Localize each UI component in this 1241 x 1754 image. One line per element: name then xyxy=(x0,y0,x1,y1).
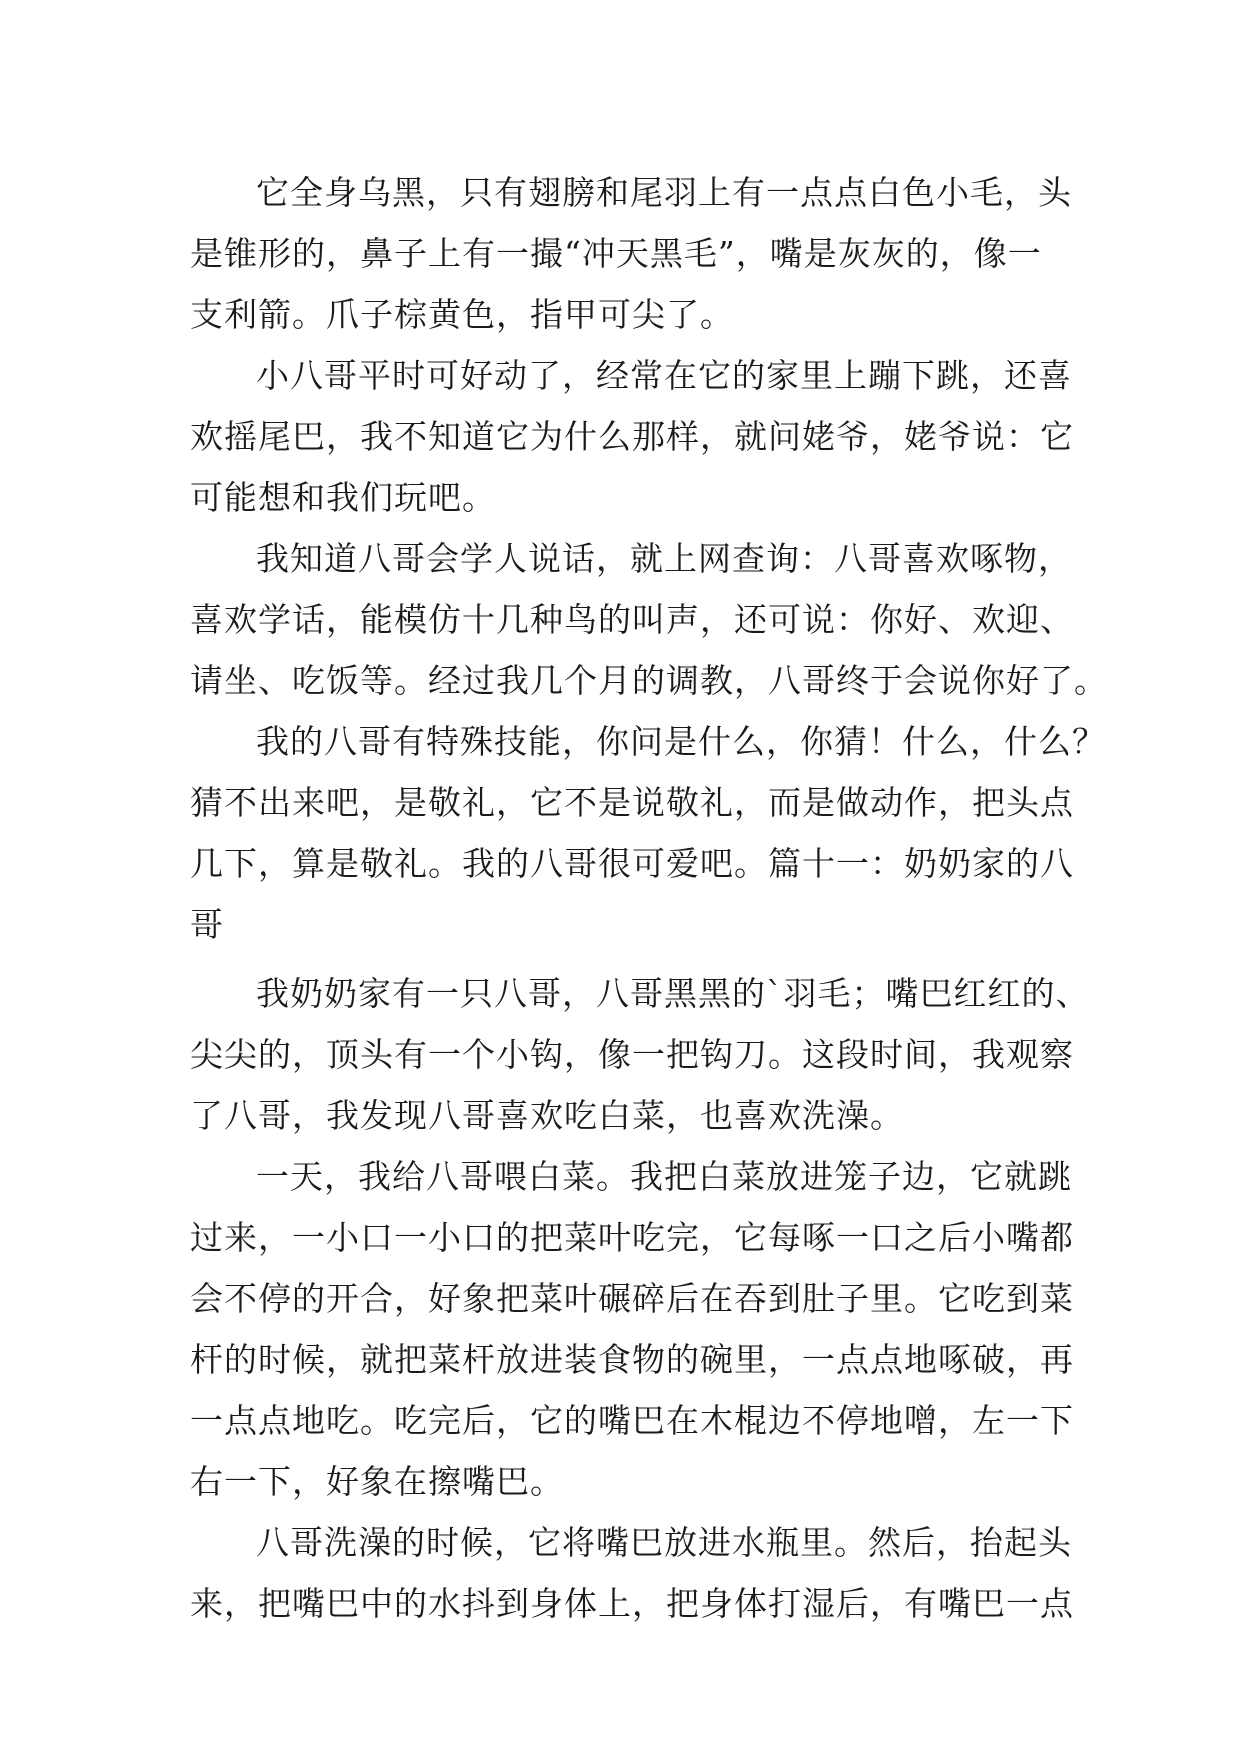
paragraph-7 xyxy=(190,1512,1074,1634)
text-line: 它全身乌黑，只有翅膀和尾羽上有一点点白色小毛，头 xyxy=(256,173,1072,212)
text-line: 来，把嘴巴中的水抖到身体上，把身体打湿后，有嘴巴一点 xyxy=(190,1584,1074,1623)
paragraph-2 xyxy=(190,345,1074,528)
text-line: 我奶奶家有一只八哥，八哥黑黑的`羽毛；嘴巴红红的、 xyxy=(256,974,1090,1013)
text-line: 一点点地吃。吃完后，它的嘴巴在木棍边不停地噌，左一下 xyxy=(190,1401,1074,1440)
text-line: 八哥洗澡的时候，它将嘴巴放进水瓶里。然后，抬起头 xyxy=(256,1523,1072,1562)
text-line: 右一下，好象在擦嘴巴。 xyxy=(190,1462,564,1501)
text-line: 我知道八哥会学人说话，就上网查询：八哥喜欢啄物， xyxy=(256,539,1072,578)
text-line: 请坐、吃饭等。经过我几个月的调教，八哥终于会说你好了。 xyxy=(190,661,1108,700)
text-line: 会不停的开合，好象把菜叶碾碎后在吞到肚子里。它吃到菜 xyxy=(190,1279,1074,1318)
text-line: 我的八哥有特殊技能，你问是什么，你猜！什么，什么？ xyxy=(256,722,1106,761)
text-line: 尖尖的，顶头有一个小钩，像一把钩刀。这段时间，我观察 xyxy=(190,1035,1074,1074)
text-line: 过来，一小口一小口的把菜叶吃完，它每啄一口之后小嘴都 xyxy=(190,1218,1074,1257)
paragraph-4 xyxy=(190,711,1106,955)
text-line: 欢摇尾巴，我不知道它为什么那样，就问姥爷，姥爷说：它 xyxy=(190,417,1074,456)
text-line: 是锥形的，鼻子上有一撮“冲天黑毛”，嘴是灰灰的，像一 xyxy=(190,234,1042,273)
paragraph-gap xyxy=(190,955,1055,963)
text-line: 了八哥，我发现八哥喜欢吃白菜，也喜欢洗澡。 xyxy=(190,1096,904,1135)
text-line: 支利箭。爪子棕黄色，指甲可尖了。 xyxy=(190,295,734,334)
paragraph-3 xyxy=(190,528,1108,711)
text-line: 几下，算是敬礼。我的八哥很可爱吧。篇十一：奶奶家的八 xyxy=(190,844,1074,883)
paragraph-5 xyxy=(190,963,1090,1146)
text-line: 杆的时候，就把菜杆放进装食物的碗里，一点点地啄破，再 xyxy=(190,1340,1074,1379)
text-line: 一天，我给八哥喂白菜。我把白菜放进笼子边，它就跳 xyxy=(256,1157,1072,1196)
paragraph-6 xyxy=(190,1146,1074,1512)
text-line: 猜不出来吧，是敬礼，它不是说敬礼，而是做动作，把头点 xyxy=(190,783,1074,822)
paragraph-1 xyxy=(190,162,1072,345)
text-line: 喜欢学话，能模仿十几种鸟的叫声，还可说：你好、欢迎、 xyxy=(190,600,1074,639)
document-page xyxy=(190,162,1108,1634)
text-line: 可能想和我们玩吧。 xyxy=(190,478,496,517)
text-line: 哥 xyxy=(190,905,224,944)
text-line: 小八哥平时可好动了，经常在它的家里上蹦下跳，还喜 xyxy=(256,356,1072,395)
